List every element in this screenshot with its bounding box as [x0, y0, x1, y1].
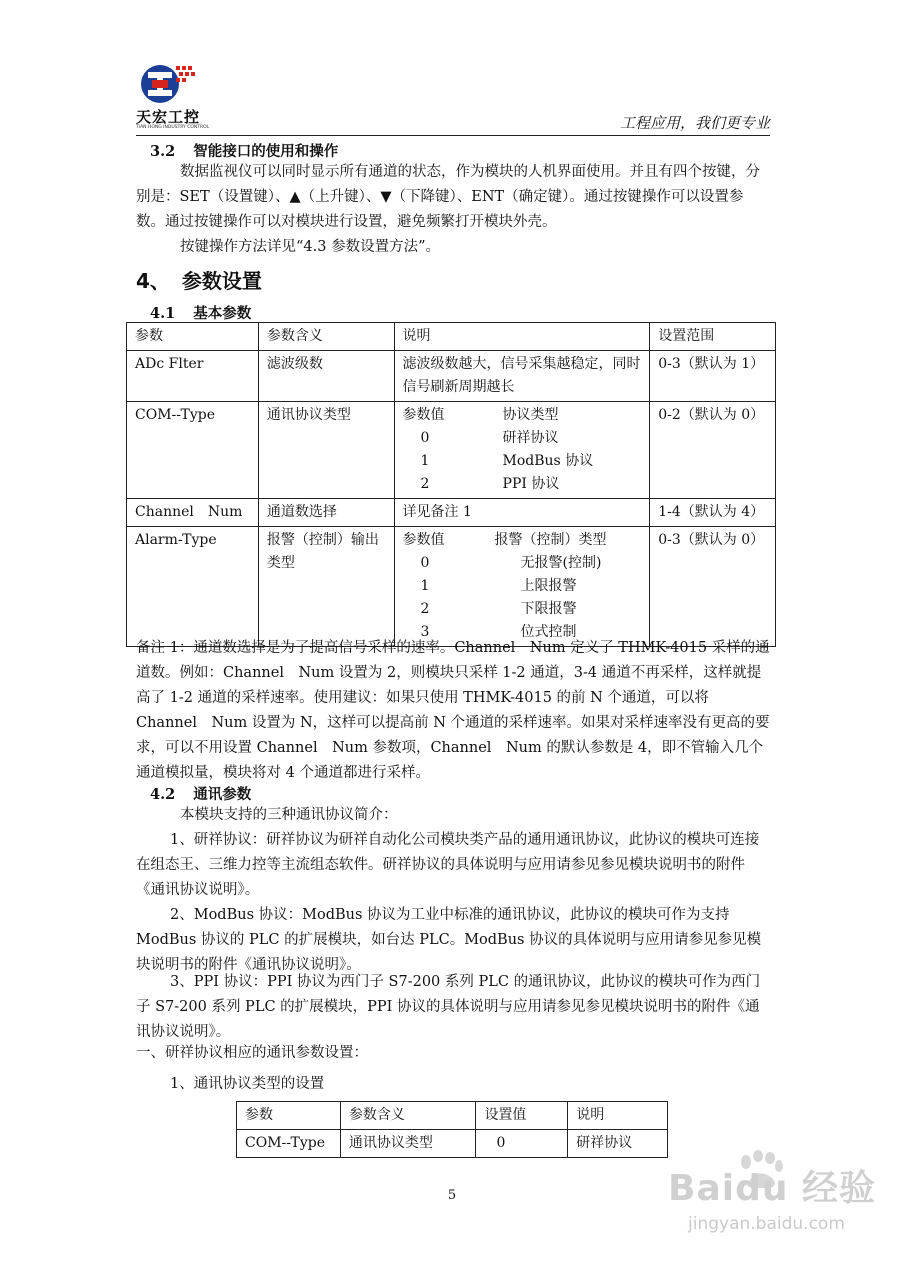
protocol-type-table [236, 1101, 668, 1158]
table-row [127, 527, 776, 647]
param-cell: Alarm-Type [127, 527, 259, 647]
value-row [403, 575, 642, 598]
meaning-cell: 报警（控制）输出类型 [258, 527, 394, 647]
table-header-row [127, 323, 776, 351]
value-row [403, 552, 642, 575]
table-row [127, 499, 776, 527]
meaning-cell: 通道数选择 [258, 499, 394, 527]
table-row [127, 351, 776, 402]
header-cell: 参数 [127, 323, 259, 351]
meaning-cell: 通讯协议类型 [258, 402, 394, 499]
header-cell: 参数 [237, 1102, 341, 1130]
value-code: 0 [420, 430, 430, 446]
value-text: PPI 协议 [502, 476, 560, 492]
section-number: 3.2 [150, 143, 176, 160]
desc-cell: 详见备注 1 [394, 499, 650, 527]
value-text: 研祥协议 [502, 430, 559, 446]
company-logo [136, 62, 216, 132]
section-number: 4.2 [150, 786, 176, 803]
param-cell: COM--Type [237, 1130, 341, 1158]
section-title: 参数设置 [181, 269, 262, 293]
value-cell: 0 [476, 1130, 568, 1158]
section-number: 4、 [136, 269, 170, 293]
section-4-2-heading [150, 783, 251, 804]
col-label: 报警（控制）类型 [494, 532, 607, 548]
col-label: 协议类型 [502, 407, 559, 423]
header-cell: 参数含义 [258, 323, 394, 351]
header-cell: 设置值 [476, 1102, 568, 1130]
protocol-type-setting-heading: 1、通讯协议类型的设置 [170, 1076, 325, 1092]
table-row [237, 1130, 668, 1158]
desc-cell: 研祥协议 [568, 1130, 668, 1158]
protocol-modbus-paragraph: 2、ModBus 协议：ModBus 协议为工业中标准的通讯协议，此协议的模块可作为支持 ModBus 协议的 PLC 的扩展模块，如台达 PLC。ModBus 协议的具体说明与应用请参见参见模块说明书的附件《通讯协议说明》。 [136, 907, 762, 973]
value-list-header [403, 529, 642, 552]
note-1: 备注 1：通道数选择是为了提高信号采样的速率。Channel Num 定义了 THMK-4015 采样的通道数。例如：Channel Num 设置为 2，则模块只采样 1-2 通道，3-4 通道不再采样，这样就提高了 1-2 通道的采样速率。使用建议：如果只使用 THMK-4015 的前 N 个通道，可以将 Channel Num 设置为 N，这样可以提高前 N 个通道的采样速率。如果对采样速率没有更高的要求，可以不用设置 Channel Num 参数项，Channel Num 的默认参数是 4，即不管输入几个通道模拟量，模块将对 4 个通道都进行采样。 [136, 640, 770, 781]
range-cell: 0-3（默认为 1） [650, 351, 776, 402]
desc-cell [394, 527, 650, 647]
param-cell: COM--Type [127, 402, 259, 499]
watermark-url: jingyan.baidu.com [688, 1214, 845, 1234]
header-cell: 参数含义 [340, 1102, 476, 1130]
yanxiang-settings-heading: 一、研祥协议相应的通讯参数设置： [136, 1045, 368, 1061]
section-number: 4.1 [150, 305, 176, 322]
table-row [127, 402, 776, 499]
section-title: 基本参数 [193, 305, 252, 322]
value-text: 下限报警 [520, 601, 577, 617]
value-list-header [403, 404, 642, 427]
value-row [403, 598, 642, 621]
protocol-yanxiang-paragraph: 1、研祥协议：研祥协议为研祥自动化公司模块类产品的通用通讯协议，此协议的模块可连接在组态王、三维力控等主流组态软件。研祥协议的具体说明与应用请参见参见模块说明书的附件《通讯协议说明》。 [136, 832, 760, 898]
protocol-ppi-paragraph: 3、PPI 协议：PPI 协议为西门子 S7-200 系列 PLC 的通讯协议，此协议的模块可作为西门子 S7-200 系列 PLC 的扩展模块，PPI 协议的具体说明与应用请参见参见模块说明书的附件《通讯协议说明》。 [136, 974, 761, 1040]
value-text: 上限报警 [520, 578, 577, 594]
watermark-brand: Baidu 经验 [668, 1168, 877, 1209]
section-3-2-heading [150, 140, 338, 161]
header-cell: 设置范围 [650, 323, 776, 351]
col-label: 参数值 [402, 532, 445, 548]
table-header-row [237, 1102, 668, 1130]
baidu-watermark [660, 1150, 877, 1260]
range-cell: 1-4（默认为 4） [650, 499, 776, 527]
range-cell: 0-2（默认为 0） [650, 402, 776, 499]
value-code: 1 [420, 578, 430, 594]
col-label: 参数值 [402, 407, 445, 423]
value-row [403, 473, 642, 496]
company-name: 天宏工控 [136, 108, 201, 126]
page-number: 5 [447, 1188, 457, 1203]
company-subtitle: TIAN HONG INDUSTRY CONTROL [136, 125, 210, 130]
desc-cell [394, 402, 650, 499]
section-title: 智能接口的使用和操作 [193, 143, 339, 160]
section-title: 通讯参数 [193, 786, 252, 803]
section-4-heading [136, 265, 262, 294]
logo-mark-icon [136, 62, 206, 106]
value-text: ModBus 协议 [502, 453, 594, 469]
section-3-2-paragraph-2: 按键操作方法详见“4.3 参数设置方法”。 [180, 239, 440, 255]
section-3-2-paragraph-1: 数据监视仪可以同时显示所有通道的状态，作为模块的人机界面使用。并且有四个按键，分别是：SET（设置键）、▲（上升键）、▼（下降键）、ENT（确定键）。通过按键操作可以设置参数。通过按键操作可以对模块进行设置，避免频繁打开模块外壳。 [136, 164, 760, 230]
value-code: 1 [420, 453, 430, 469]
section-4-1-heading [150, 302, 251, 323]
meaning-cell: 滤波级数 [258, 351, 394, 402]
header-slogan: 工程应用，我们更专业 [619, 114, 770, 132]
param-cell: Channel Num [127, 499, 259, 527]
value-text: 无报警(控制) [520, 555, 602, 571]
meaning-cell: 通讯协议类型 [340, 1130, 476, 1158]
header-cell: 说明 [568, 1102, 668, 1130]
param-cell: ADc Flter [127, 351, 259, 402]
value-code: 0 [420, 555, 430, 571]
value-code: 2 [420, 476, 430, 492]
desc-cell: 滤波级数越大，信号采集越稳定，同时信号刷新周期越长 [394, 351, 650, 402]
value-text: 位式控制 [520, 624, 577, 640]
header-divider [136, 135, 770, 136]
section-4-2-intro: 本模块支持的三种通讯协议简介： [180, 807, 398, 823]
value-row [403, 427, 642, 450]
value-code: 3 [420, 624, 430, 640]
header-cell: 说明 [394, 323, 650, 351]
value-code: 2 [420, 601, 430, 617]
basic-parameters-table [126, 322, 776, 647]
range-cell: 0-3（默认为 0） [650, 527, 776, 647]
value-row [403, 450, 642, 473]
